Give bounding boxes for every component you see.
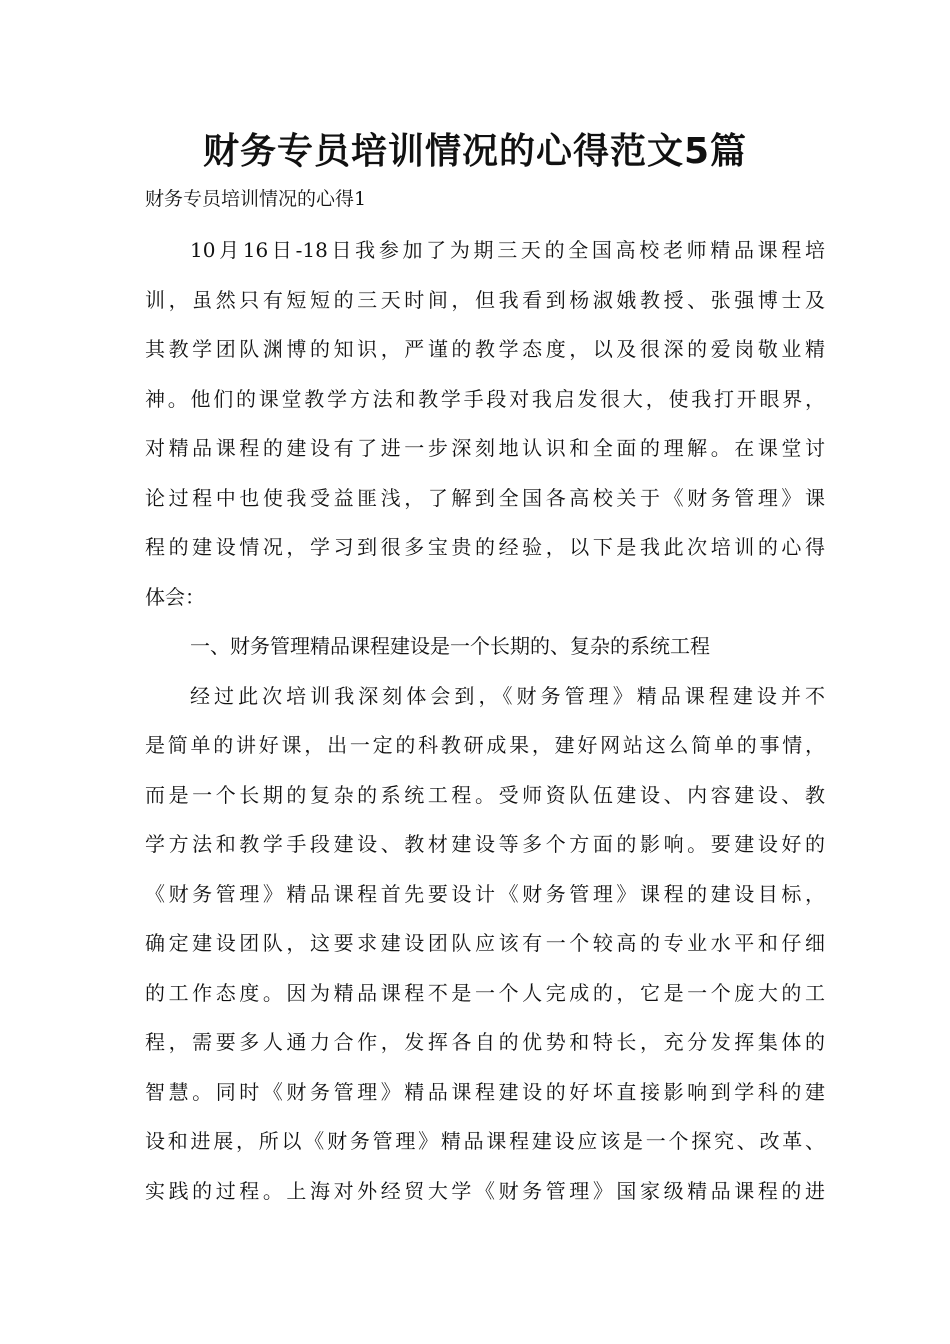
paragraph-line: 训，虽然只有短短的三天时间，但我看到杨淑娥教授、张强博士及 [145, 287, 825, 312]
section-heading: 财务专员培训情况的心得1 [145, 188, 367, 210]
paragraph-line: 其教学团队渊博的知识，严谨的教学态度，以及很深的爱岗敬业精 [145, 337, 825, 361]
paragraph-line: 《财务管理》精品课程首先要设计《财务管理》课程的建设目标， [145, 881, 825, 906]
paragraph-line: 程，需要多人通力合作，发挥各自的优势和特长，充分发挥集体的 [145, 1030, 825, 1054]
paragraph-line: 的工作态度。因为精品课程不是一个人完成的，它是一个庞大的工 [145, 980, 825, 1005]
document-body [145, 234, 825, 1224]
paragraph-line: 体会： [145, 584, 205, 609]
paragraph-line: 学方法和教学手段建设、教材建设等多个方面的影响。要建设好的 [145, 832, 825, 856]
paragraph-line: 对精品课程的建设有了进一步深刻地认识和全面的理解。在课堂讨 [145, 436, 825, 460]
paragraph-line: 智慧。同时《财务管理》精品课程建设的好坏直接影响到学科的建 [145, 1079, 825, 1104]
paragraph-line: 10月16日-18日我参加了为期三天的全国高校老师精品课程培 [190, 238, 825, 262]
subsection-heading: 一、财务管理精品课程建设是一个长期的、复杂的系统工程 [190, 634, 710, 658]
paragraph-line: 设和进展，所以《财务管理》精品课程建设应该是一个探究、改革、 [145, 1129, 825, 1153]
paragraph-line: 经过此次培训我深刻体会到，《财务管理》精品课程建设并不 [190, 683, 825, 708]
paragraph-line: 神。他们的课堂教学方法和教学手段对我启发很大，使我打开眼界， [145, 386, 825, 411]
paragraph-line: 实践的过程。上海对外经贸大学《财务管理》国家级精品课程的进 [145, 1178, 825, 1203]
paragraph-line: 确定建设团队，这要求建设团队应该有一个较高的专业水平和仔细 [145, 931, 825, 955]
document-title: 财务专员培训情况的心得范文5篇 [202, 131, 748, 172]
paragraph-line: 是简单的讲好课，出一定的科教研成果，建好网站这么简单的事情， [145, 733, 825, 757]
paragraph-line: 而是一个长期的复杂的系统工程。受师资队伍建设、内容建设、教 [145, 782, 825, 807]
paragraph-line: 程的建设情况，学习到很多宝贵的经验，以下是我此次培训的心得 [145, 535, 825, 559]
paragraph-line: 论过程中也使我受益匪浅，了解到全国各高校关于《财务管理》课 [145, 485, 825, 510]
